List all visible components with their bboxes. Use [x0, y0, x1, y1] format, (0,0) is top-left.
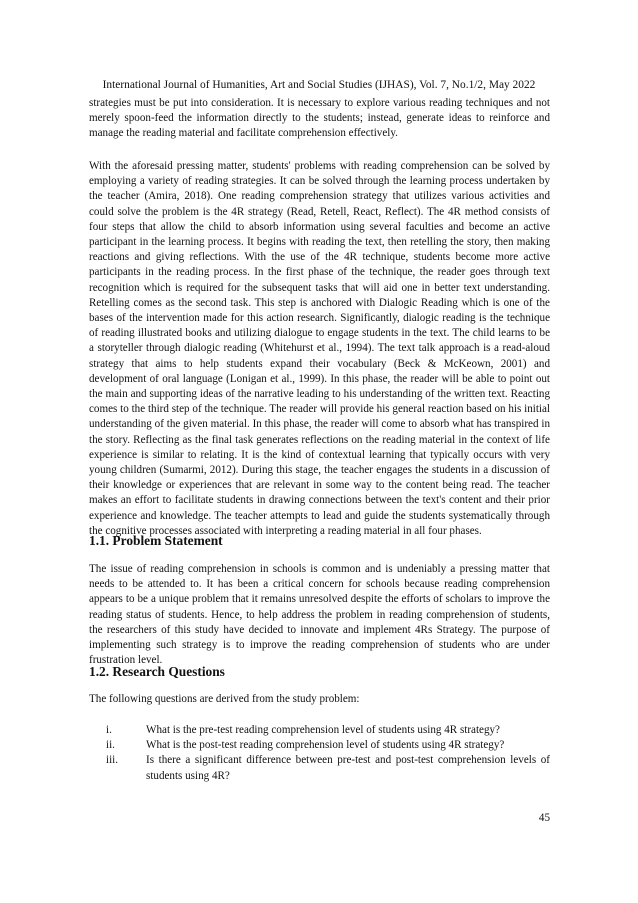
list-item — [106, 753, 550, 783]
list-item-number: ii. — [106, 739, 115, 752]
research-questions-list — [106, 723, 550, 784]
section-heading-research-questions: 1.2. Research Questions — [89, 664, 225, 679]
list-item-text: Is there a significant difference between pre-test and post-test comprehension levels of students using 4R? — [146, 754, 550, 782]
section-heading-problem-statement: 1.1. Problem Statement — [89, 533, 223, 548]
body-paragraph — [89, 96, 550, 142]
paragraph-text: The following questions are derived from the study problem: — [89, 693, 360, 705]
body-paragraph — [89, 159, 550, 539]
problem-statement-paragraph — [89, 562, 550, 668]
research-questions-intro — [89, 692, 550, 707]
page-number: 45 — [538, 812, 550, 824]
paragraph-text: With the aforesaid pressing matter, students' problems with reading comprehension can be solved by employing a variety of reading strategies. It can be solved through the learning process undertaken by the teacher (Amira, 2018). One reading comprehension strategy that utilizes various activities and could solve the problem is the 4R strategy (Read, Retell, React, Reflect). The 4R method consists of four steps that allow the child to absorb information using several faculties and become an active participant in the learning process. It begins with reading the text, then retelling the story, then making reactions and giving reflections. With the use of the 4R technique, students become more active participants in the reading process. In the first phase of the technique, the reader goes through text recognition which is required for the subsequent tasks that will aid one in better text understanding. Retelling comes as the second task. This step is anchored with Dialogic Reading which is one of the bases of the intervention made for this action research. Significantly, dialogic reading is the technique of reading illustrated books and utilizing dialogue to engage students in the text. The child learns to be a storyteller through dialogic reading (Whitehurst et al., 1994). The text talk approach is a read-aloud strategy that aims to help students expand their vocabulary (Beck & McKeown, 2001) and development of oral language (Lonigan et al., 1999). In this phase, the reader will be able to point out the main and supporting ideas of the narrative leading to his understanding of the written text. Reacting comes to the third step of the technique. The reader will provide his general reaction based on his initial understanding of the given material. In this phase, the reader will come to absorb what has transpired in the story. Reflecting as the final task generates reflections on the reading material in the context of life experience is similar to relating. It is the kind of contextual learning that typically occurs with very young children (Sumarmi, 2012). During this stage, the teacher engages the students in a discussion of their knowledge or experiences that are relevant in some way to the content being read. The teacher makes an effort to facilitate students in drawing connections between the text's content and their prior experience and knowledge. The teacher attempts to lead and guide the students systematically through the cognitive processes associated with interpreting a reading material in all four phases. — [89, 160, 550, 537]
paragraph-text: strategies must be put into consideration. It is necessary to explore various reading techniques and not merely spoon-feed the information directly to the students; instead, generate ideas to reinforce and manage the reading material and facilitate comprehension effectively. — [89, 97, 550, 140]
list-item-text: What is the post-test reading comprehension level of students using 4R strategy? — [146, 739, 505, 752]
list-item — [106, 723, 550, 738]
list-item-number: iii. — [106, 754, 119, 767]
running-head: International Journal of Humanities, Art and Social Studies (IJHAS), Vol. 7, No.1/2, May 2022 — [102, 79, 536, 91]
list-item-text: What is the pre-test reading comprehension level of students using 4R strategy? — [146, 724, 500, 736]
list-item — [106, 738, 550, 753]
paragraph-text: The issue of reading comprehension in schools is common and is undeniably a pressing matter that needs to be attended to. It has been a critical concern for schools because reading comprehension appears to be a unique problem that it remains unresolved despite the efforts of scholars to improve the reading status of students. Hence, to help address the problem in reading comprehension of students, the researchers of this study have decided to innovate and implement 4Rs Strategy. The purpose of implementing such strategy is to improve the reading comprehension of students who are under frustration level. — [89, 563, 550, 667]
list-item-number: i. — [106, 724, 112, 736]
